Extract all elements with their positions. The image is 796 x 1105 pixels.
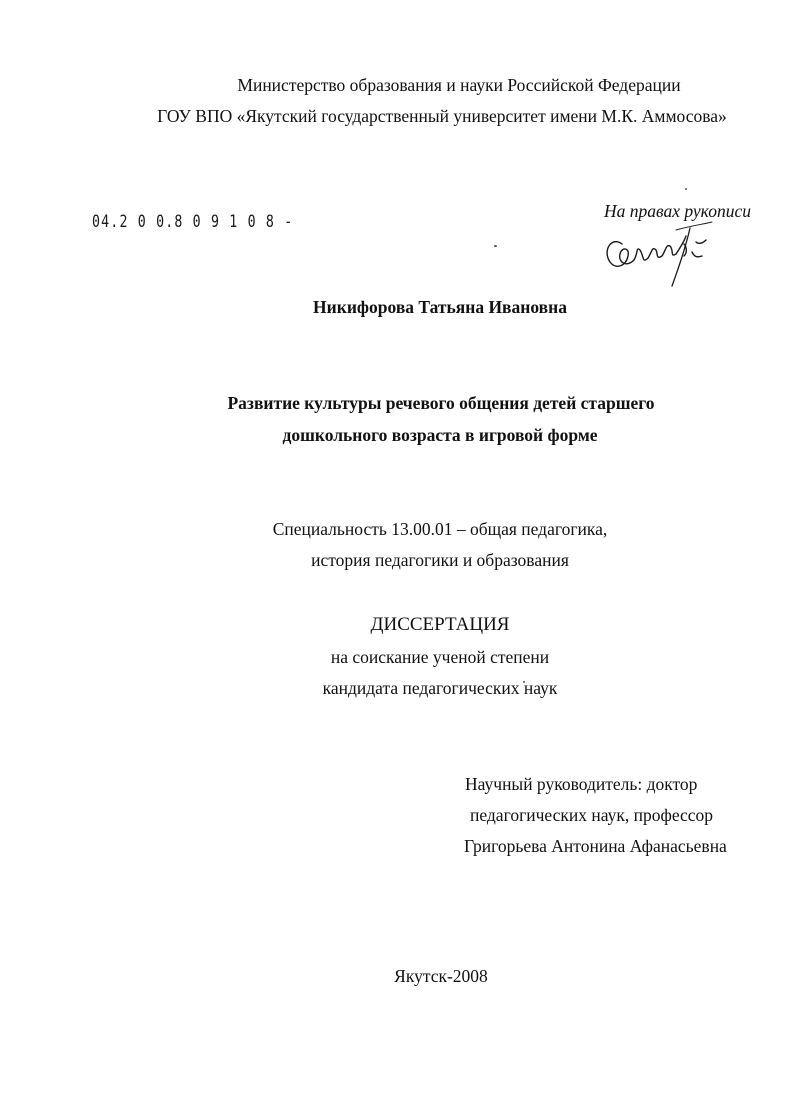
university-line: ГОУ ВПО «Якутский государственный университет имени М.К. Аммосова» [157,106,727,126]
supervisor-line: Научный руководитель: доктор [465,774,698,794]
signature-icon [600,216,715,291]
dissertation-title-line: Развитие культуры речевого общения детей старшего [227,393,655,413]
specialty-line: Специальность 13.00.01 – общая педагогика, [272,519,608,539]
degree-line: кандидата педагогических наук [322,678,558,698]
specialty-line: история педагогики и образования [311,550,569,570]
scan-speck [685,188,687,190]
dissertation-heading: ДИССЕРТАЦИЯ [370,614,510,635]
author-name: Никифорова Татьяна Ивановна [313,297,567,317]
supervisor-line: педагогических наук, профессор [470,805,714,825]
manuscript-mark: На правах рукописи [604,201,751,221]
scan-speck [494,245,497,247]
degree-line: на соискание ученой степени [330,647,550,667]
ministry-line: Министерство образования и науки Российской Федерации [237,75,681,95]
supervisor-name: Григорьева Антонина Афанасьевна [464,836,727,856]
place-year: Якутск-2008 [394,966,488,986]
registration-number: 04.2 0 0.8 0 9 1 0 8 - [92,212,294,232]
dissertation-title-line: дошкольного возраста в игровой форме [282,425,598,445]
